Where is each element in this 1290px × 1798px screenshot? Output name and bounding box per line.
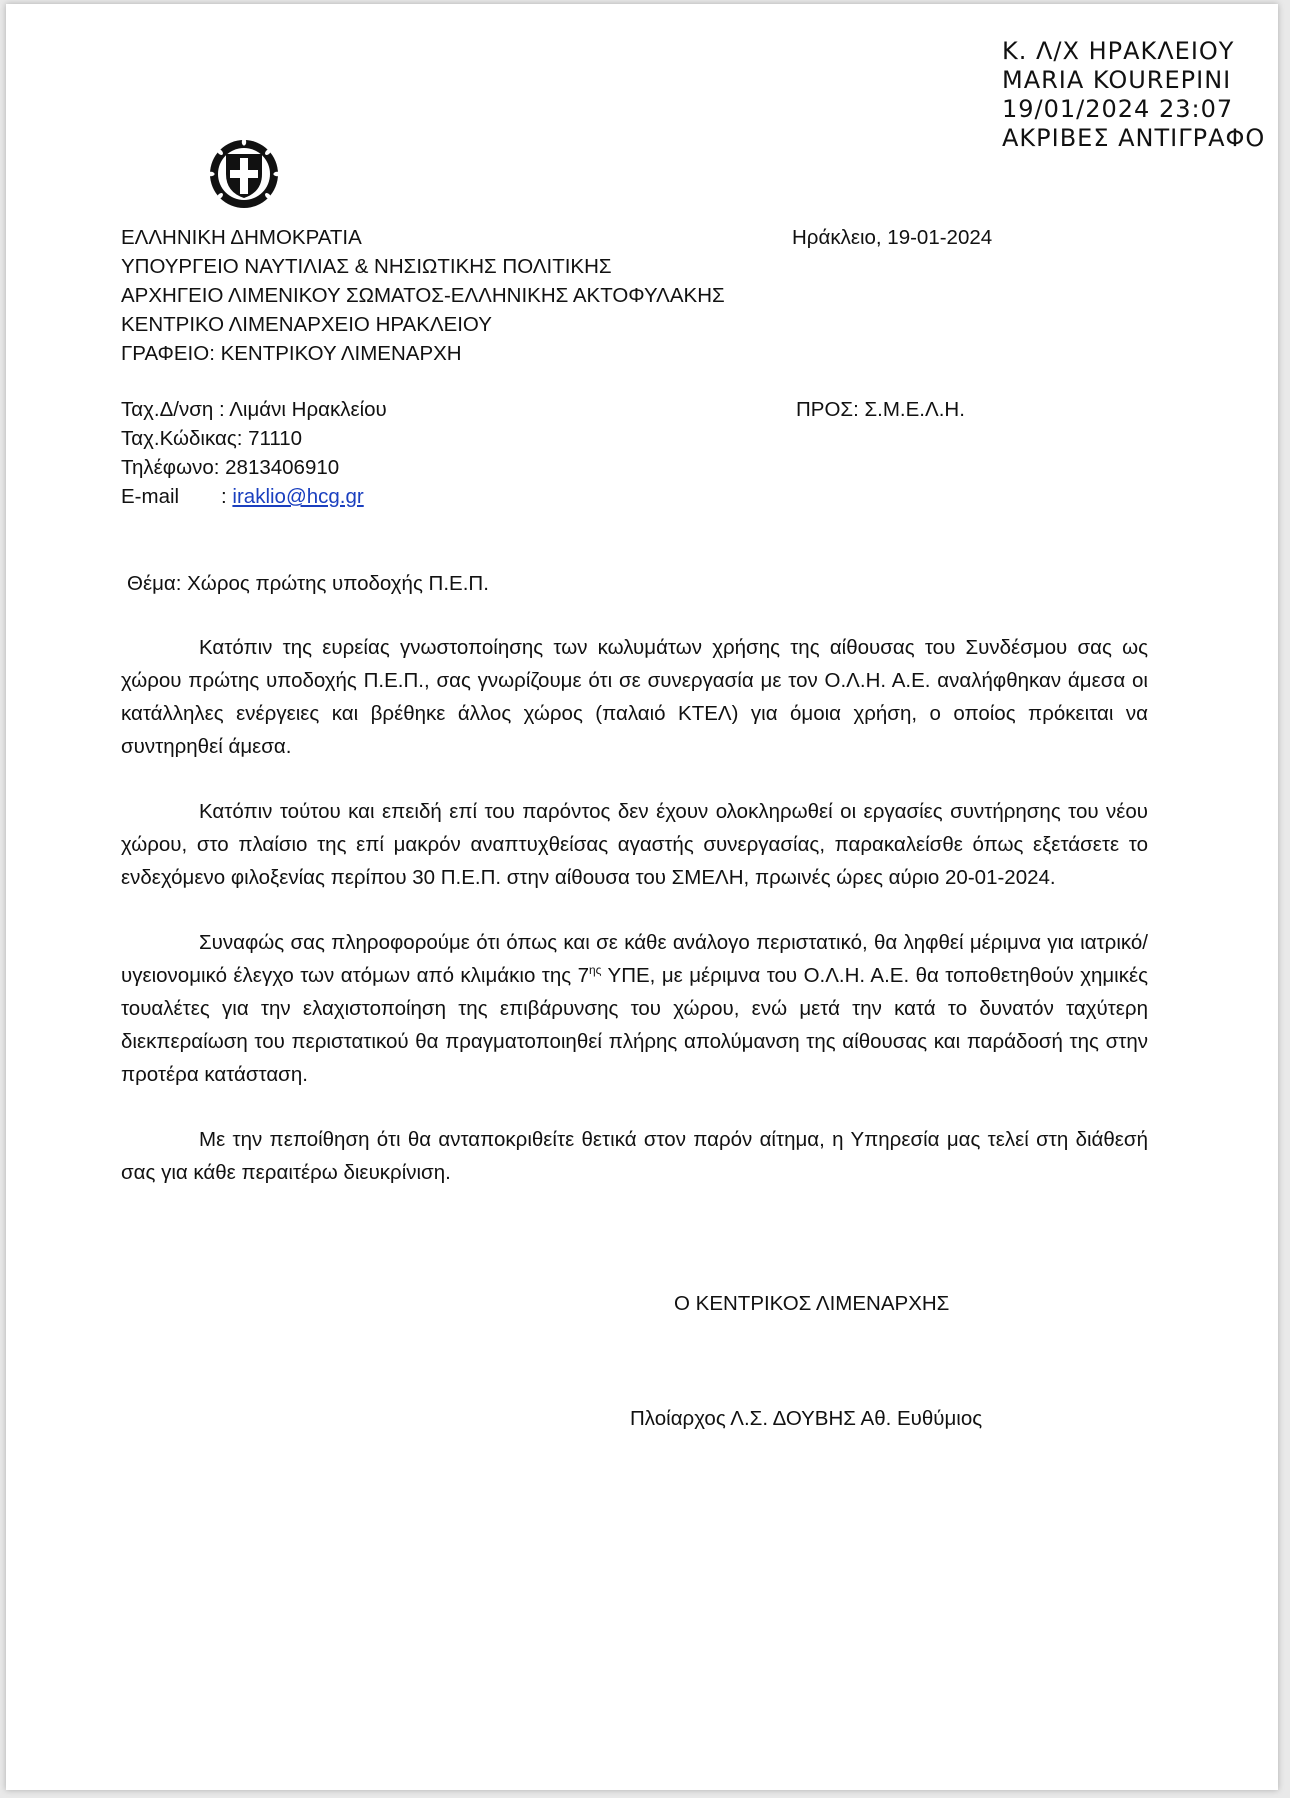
paragraph: Κατόπιν της ευρείας γνωστοποίησης των κωλυμάτων χρήσης της αίθουσας του Συνδέσμου σας ως χώρου πρώτης υποδοχής Π.Ε.Π., σας γνωρίζουμε ότι σε συνεργασία με τον Ο.Λ.Η. Α.Ε. αναλήφθηκαν άμεσα οι κατάλληλες ενέργειες και βρέθηκε άλλος χώρος (παλαιό ΚΤΕΛ) για όμοια χρήση, ο οποίος πρόκειται να συντηρηθεί άμεσα. bbox=[121, 636, 1148, 758]
contact-email-row bbox=[121, 482, 387, 511]
signatory-title: Ο ΚΕΝΤΡΙΚΟΣ ΛΙΜΕΝΑΡΧΗΣ bbox=[674, 1292, 950, 1315]
stamp-line: Κ. Λ/Χ ΗΡΑΚΛΕΙΟΥ bbox=[1002, 37, 1235, 65]
contact-phone: Τηλέφωνο: 2813406910 bbox=[121, 456, 340, 479]
copy-stamp bbox=[1002, 37, 1265, 153]
email-separator: : bbox=[221, 485, 233, 508]
stamp-line: MARIA KOUREPINI bbox=[1002, 66, 1232, 94]
subject-line: Θέμα: Χώρος πρώτης υποδοχής Π.Ε.Π. bbox=[127, 572, 489, 595]
paragraph bbox=[121, 926, 1148, 1091]
stamp-line: 19/01/2024 23:07 bbox=[1002, 95, 1234, 123]
paragraph-text: Συναφώς σας πληροφορούμε ότι όπως και σε κάθε ανάλογο περιστατικό, θα ληφθεί μέριμνα για ιατρικό/υγειονομικό έλεγχο των ατόμων από κλιμάκιο της 7 bbox=[121, 931, 1148, 987]
org-line: ΓΡΑΦΕΙΟ: ΚΕΝΤΡΙΚΟΥ ΛΙΜΕΝΑΡΧΗ bbox=[121, 342, 462, 365]
email-link[interactable]: iraklio@hcg.gr bbox=[232, 485, 364, 508]
contact-details bbox=[121, 395, 387, 511]
ordinal-suffix: ης bbox=[589, 963, 602, 978]
org-line: ΕΛΛΗΝΙΚΗ ΔΗΜΟΚΡΑΤΙΑ bbox=[121, 226, 362, 249]
org-line: ΑΡΧΗΓΕΙΟ ΛΙΜΕΝΙΚΟΥ ΣΩΜΑΤΟΣ-ΕΛΛΗΝΙΚΗΣ ΑΚΤΟΦΥΛΑΚΗΣ bbox=[121, 284, 725, 307]
contact-address: Ταχ.Δ/νση : Λιμάνι Ηρακλείου bbox=[121, 398, 387, 421]
stamp-line: ΑΚΡΙΒΕΣ ΑΝΤΙΓΡΑΦΟ bbox=[1002, 124, 1266, 152]
paragraph-text: ΥΠΕ, με μέριμνα του Ο.Λ.Η. Α.Ε. θα τοποθετηθούν χημικές τουαλέτες για την ελαχιστοποίηση της επιβάρυνσης του χώρου, ενώ μετά την κατά το δυνατόν ταχύτερη διεκπεραίωση του περιστατικού θα πραγματοποιηθεί πλήρης απολύμανση της αίθουσας και παράδοσή της στην προτέρα κατάσταση. bbox=[121, 964, 1148, 1086]
paragraph: Με την πεποίθηση ότι θα ανταποκριθείτε θετικά στον παρόν αίτημα, η Υπηρεσία μας τελεί στη διάθεσή σας για κάθε περαιτέρω διευκρίνιση. bbox=[121, 1128, 1148, 1184]
org-line: ΥΠΟΥΡΓΕΙΟ ΝΑΥΤΙΛΙΑΣ & ΝΗΣΙΩΤΙΚΗΣ ΠΟΛΙΤΙΚΗΣ bbox=[121, 255, 612, 278]
hellenic-coat-of-arms-icon bbox=[206, 136, 282, 212]
paragraph: Κατόπιν τούτου και επειδή επί του παρόντος δεν έχουν ολοκληρωθεί οι εργασίες συντήρησης του νέου χώρου, στο πλαίσιο της επί μακρόν αναπτυχθείσας αγαστής συνεργασίας, παρακαλείσθε όπως εξετάσετε το ενδεχόμενο φιλοξενίας περίπου 30 Π.Ε.Π. στην αίθουσα του ΣΜΕΛΗ, πρωινές ώρες αύριο 20-01-2024. bbox=[121, 800, 1148, 889]
document-date: Ηράκλειο, 19-01-2024 bbox=[792, 226, 993, 249]
signatory-name: Πλοίαρχος Λ.Σ. ΔΟΥΒΗΣ Αθ. Ευθύμιος bbox=[630, 1407, 983, 1430]
sender-organization bbox=[121, 223, 725, 368]
document-page bbox=[6, 4, 1278, 1790]
email-label: E-mail bbox=[121, 485, 180, 508]
letter-body bbox=[121, 631, 1148, 1221]
org-line: ΚΕΝΤΡΙΚΟ ΛΙΜΕΝΑΡΧΕΙΟ ΗΡΑΚΛΕΙΟΥ bbox=[121, 313, 492, 336]
contact-postcode: Ταχ.Κώδικας: 71110 bbox=[121, 427, 303, 450]
recipient: ΠΡΟΣ: Σ.Μ.Ε.Λ.Η. bbox=[796, 398, 965, 421]
